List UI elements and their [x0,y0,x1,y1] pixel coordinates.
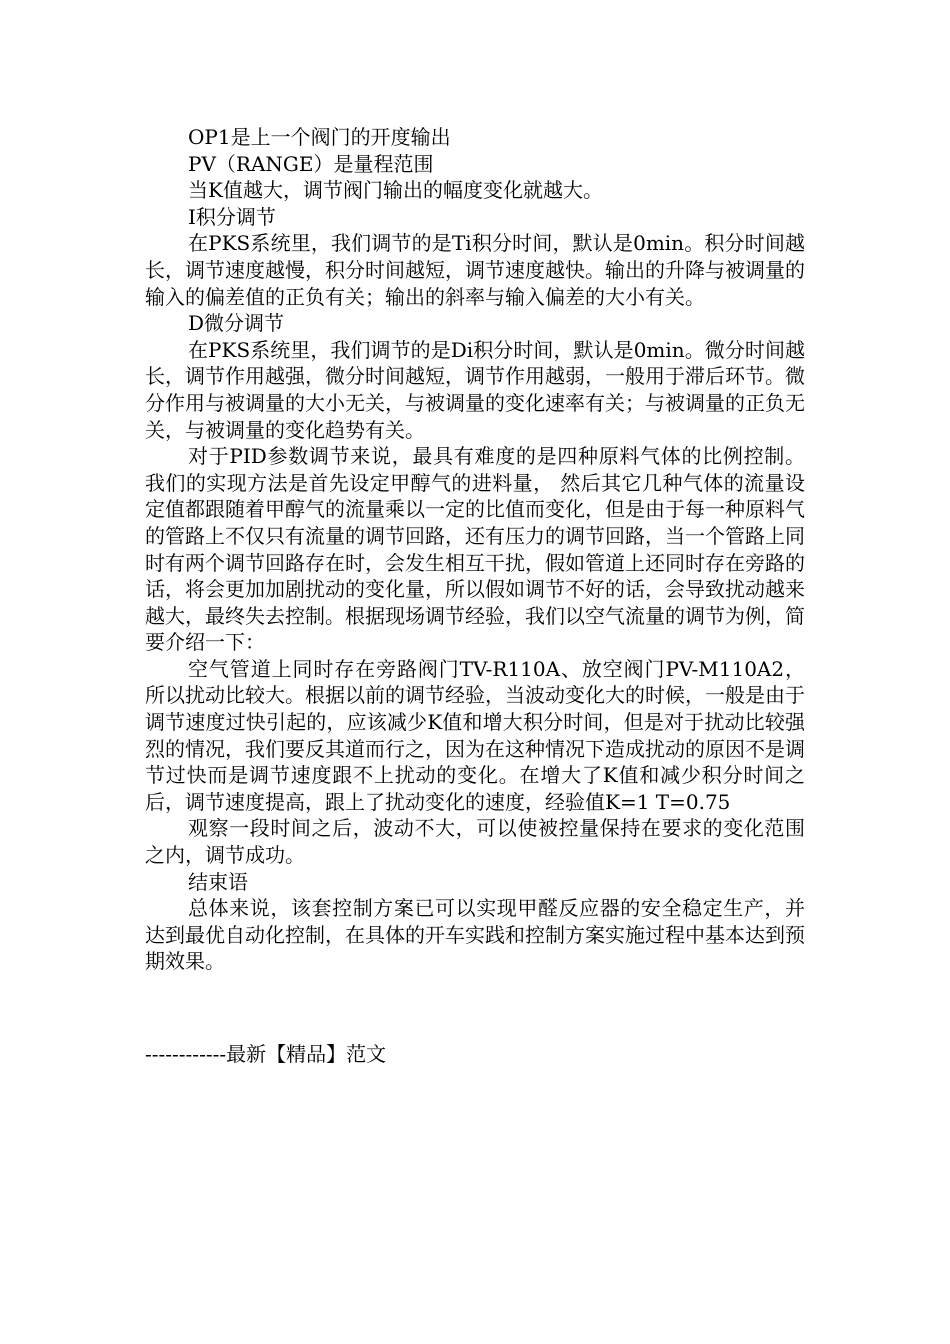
paragraph-pid-ratio-control: 对于PID参数调节来说，最具有难度的是四种原料气体的比例控制。我们的实现方法是首先设定甲醇气的进料量， 然后其它几种气体的流量设定值都跟随着甲醇气的流量乘以一定的比值而变化，但是由于每一种原料气的管路上不仅只有流量的调节回路，还有压力的调节回路，当一个管路上同时有两个调节回路存在时，会发生相互干扰，假如管道上还同时存在旁路的话，将会更加加剧扰动的变化量，所以假如调节不好的话，会导致扰动越来越大，最终失去控制。根据现场调节经验，我们以空气流量的调节为例，简要介绍一下： [145,444,805,655]
paragraph-air-pipeline: 空气管道上同时存在旁路阀门TV-R110A、放空阀门PV-M110A2，所以扰动比较大。根据以前的调节经验，当波动变化大的时候，一般是由于调节速度过快引起的，应该减少K值和增大积分时间，但是对于扰动比较强烈的情况，我们要反其道而行之，因为在这种情况下造成扰动的原因不是调节过快而是调节速度跟不上扰动的变化。在增大了K值和减少积分时间之后，调节速度提高，跟上了扰动变化的速度，经验值K=1 T=0.75 [145,656,805,814]
heading-conclusion: 结束语 [188,869,248,894]
paragraph-derivative: 在PKS系统里，我们调节的是Di积分时间，默认是0min。微分时间越长，调节作用越强，微分时间越短，调节作用越弱，一般用于滞后环节。微分作用与被调量的大小无关，与被调量的变化速率有关；与被调量的正负无关，与被调量的变化趋势有关。 [145,337,805,442]
paragraph-integral: 在PKS系统里，我们调节的是Ti积分时间，默认是0min。积分时间越长，调节速度越慢，积分时间越短，调节速度越快。输出的升降与被调量的输入的偏差值的正负有关；输出的斜率与输入偏差的大小有关。 [145,231,805,309]
document-body [145,124,805,975]
heading-integral: I积分调节 [188,204,276,229]
paragraph-observation: 观察一段时间之后，波动不大，可以使被控量保持在要求的变化范围之内，调节成功。 [145,816,805,868]
paragraph-pv-range: PV（RANGE）是量程范围 [188,151,434,176]
paragraph-conclusion: 总体来说，该套控制方案已可以实现甲醛反应器的安全稳定生产，并达到最优自动化控制，在具体的开车实践和控制方案实施过程中基本达到预期效果。 [145,896,805,974]
paragraph-k-value: 当K值越大，调节阀门输出的幅度变化就越大。 [188,178,603,203]
footer-text: ------------最新【精品】范文 [145,1042,387,1066]
paragraph-op1: OP1是上一个阀门的开度输出 [188,125,451,149]
heading-derivative: D微分调节 [188,311,285,336]
